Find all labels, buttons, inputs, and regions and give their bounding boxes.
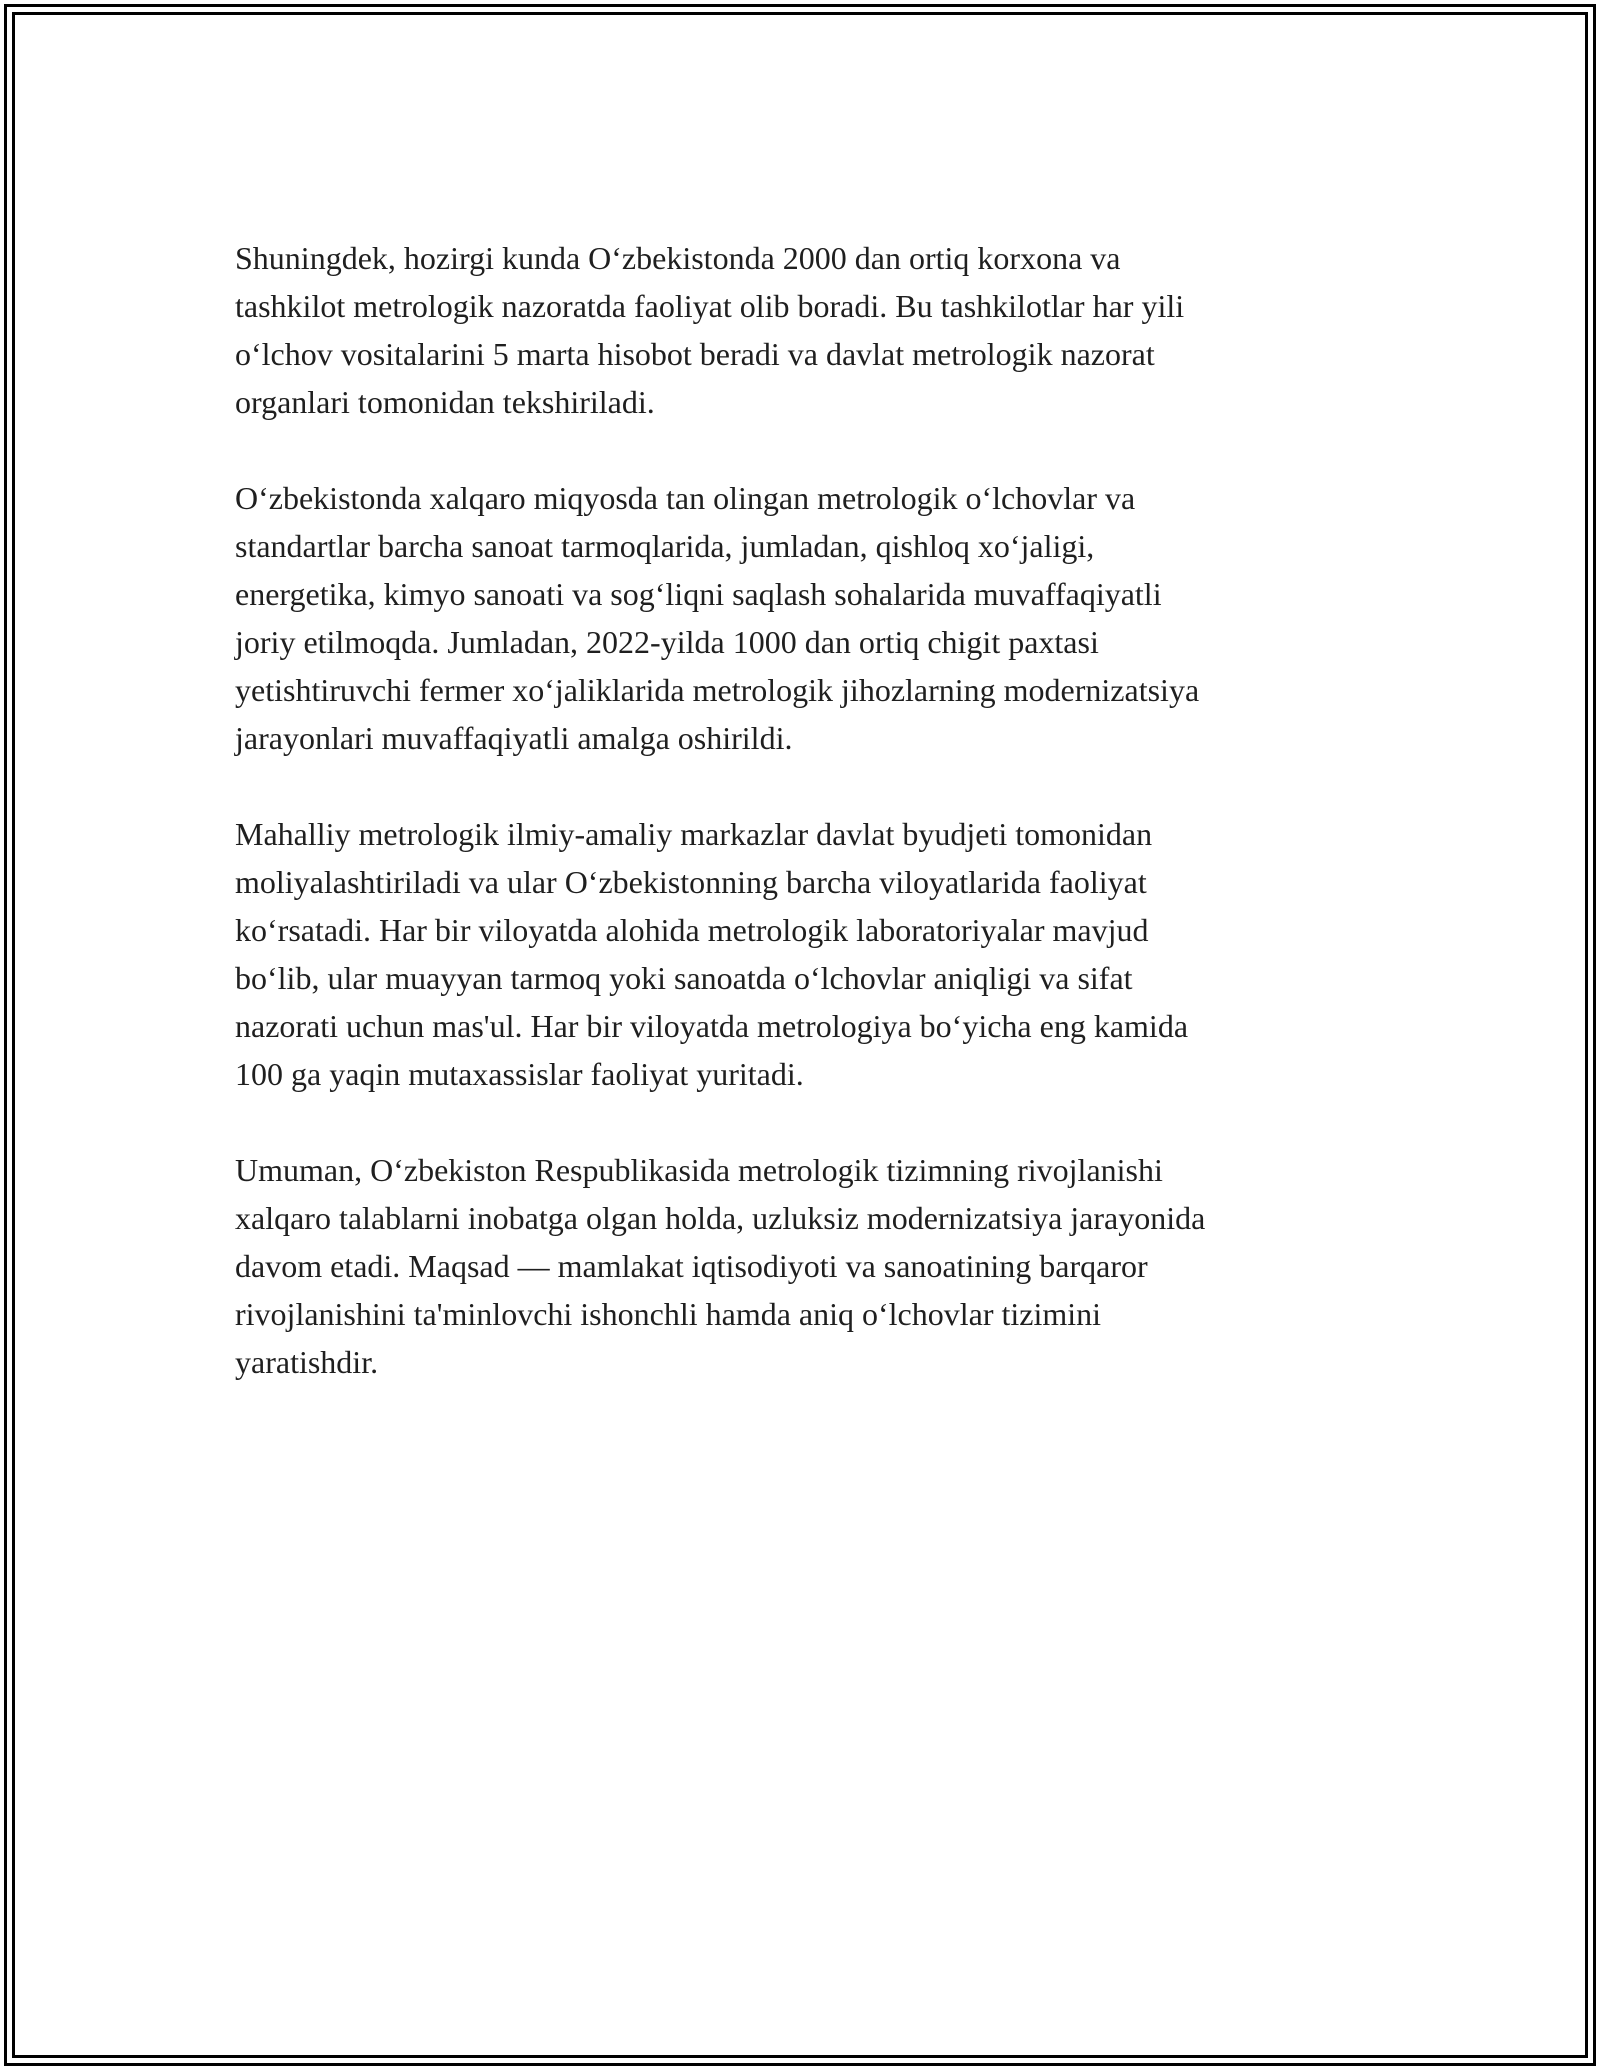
text-line: O‘zbekistonda xalqaro miqyosda tan olingan metrologik o‘lchovlar va [235,480,1136,516]
text-line: nazorati uchun mas'ul. Har bir viloyatda metrologiya bo‘yicha eng kamida [235,1008,1189,1044]
text-line: davom etadi. Maqsad — mamlakat iqtisodiyoti va sanoatining barqaror [235,1248,1148,1284]
text-line: o‘lchov vositalarini 5 marta hisobot beradi va davlat metrologik nazorat [235,336,1155,372]
text-line: Umuman, O‘zbekiston Respublikasida metrologik tizimning rivojlanishi [235,1152,1163,1188]
text-line: organlari tomonidan tekshiriladi. [235,384,655,420]
text-line: jarayonlari muvaffaqiyatli amalga oshirildi. [235,720,793,756]
text-line: ko‘rsatadi. Har bir viloyatda alohida metrologik laboratoriyalar mavjud [235,912,1149,948]
text-line: tashkilot metrologik nazoratda faoliyat olib boradi. Bu tashkilotlar har yili [235,288,1185,324]
text-line: 100 ga yaqin mutaxassislar faoliyat yuritadi. [235,1056,804,1092]
paragraph-4 [235,1146,1365,1386]
paragraph-2 [235,474,1365,762]
document-body [235,234,1365,1434]
paragraph-1 [235,234,1365,426]
text-line: energetika, kimyo sanoati va sog‘liqni saqlash sohalarida muvaffaqiyatli [235,576,1162,612]
paragraph-3 [235,810,1365,1098]
text-line: bo‘lib, ular muayyan tarmoq yoki sanoatda o‘lchovlar aniqligi va sifat [235,960,1133,996]
text-line: standartlar barcha sanoat tarmoqlarida, jumladan, qishloq xo‘jaligi, [235,528,1095,564]
text-line: xalqaro talablarni inobatga olgan holda, uzluksiz modernizatsiya jarayonida [235,1200,1206,1236]
text-line: Mahalliy metrologik ilmiy-amaliy markazlar davlat byudjeti tomonidan [235,816,1153,852]
text-line: moliyalashtiriladi va ular O‘zbekistonning barcha viloyatlarida faoliyat [235,864,1147,900]
text-line: joriy etilmoqda. Jumladan, 2022-yilda 1000 dan ortiq chigit paxtasi [235,624,1099,660]
text-line: rivojlanishini ta'minlovchi ishonchli hamda aniq o‘lchovlar tizimini [235,1296,1102,1332]
text-line: yaratishdir. [235,1344,379,1380]
text-line: Shuningdek, hozirgi kunda O‘zbekistonda 2000 dan ortiq korxona va [235,240,1121,276]
text-line: yetishtiruvchi fermer xo‘jaliklarida metrologik jihozlarning modernizatsiya [235,672,1200,708]
